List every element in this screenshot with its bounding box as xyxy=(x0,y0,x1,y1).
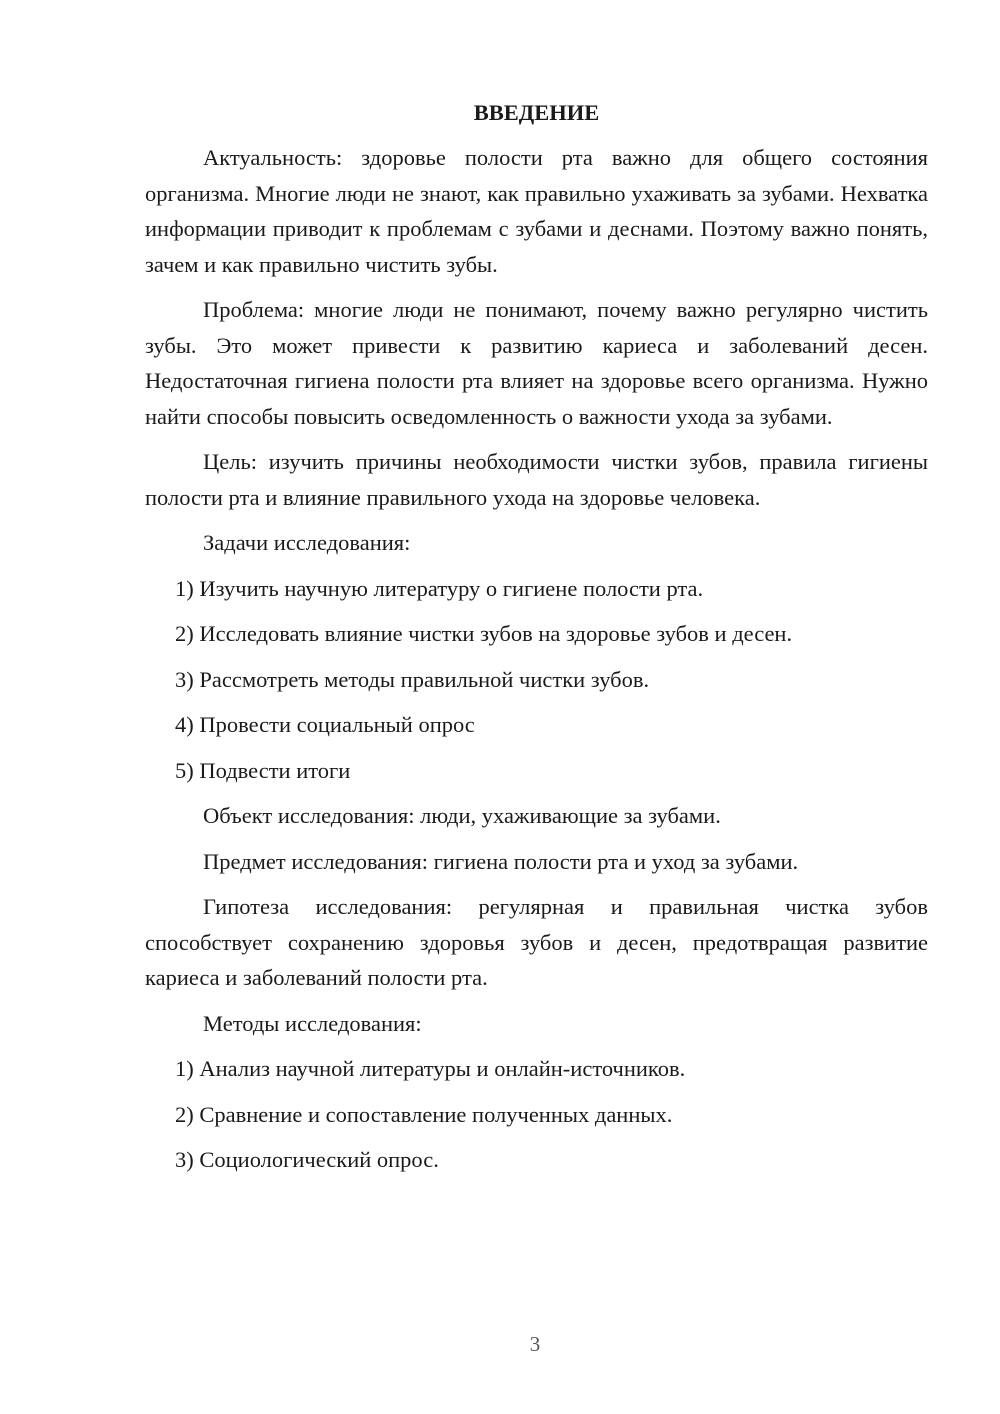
method-item: 1) Анализ научной литературы и онлайн-источников. xyxy=(175,1056,686,1081)
task-item: 2) Исследовать влияние чистки зубов на здоровье зубов и десен. xyxy=(175,621,793,646)
methods-heading: Методы исследования: xyxy=(203,1010,422,1036)
document-page xyxy=(145,95,928,1188)
task-item: 3) Рассмотреть методы правильной чистки зубов. xyxy=(175,666,650,692)
goal-paragraph: Цель: изучить причины необходимости чистки зубов, правила гигиены полости рта и влияние правильного ухода на здоровье человека. xyxy=(145,449,928,510)
research-subject: Предмет исследования: гигиена полости рта и уход за зубами. xyxy=(203,848,799,874)
task-item: 4) Провести социальный опрос xyxy=(175,712,475,737)
page-number: 3 xyxy=(529,1332,541,1356)
task-item: 5) Подвести итоги xyxy=(175,757,351,783)
method-item: 2) Сравнение и сопоставление полученных данных. xyxy=(175,1101,673,1127)
task-item: 1) Изучить научную литературу о гигиене полости рта. xyxy=(175,575,704,601)
relevance-paragraph: Актуальность: здоровье полости рта важно для общего состояния организма. Многие люди не знают, как правильно ухаживать за зубами. Нехватка информации приводит к проблемам с зубами и деснами. Поэтому важно понять, зачем и как правильно чистить зубы. xyxy=(145,145,928,277)
section-title: ВВЕДЕНИЕ xyxy=(473,100,600,125)
method-item: 3) Социологический опрос. xyxy=(175,1147,439,1172)
tasks-heading: Задачи исследования: xyxy=(203,530,411,555)
hypothesis-paragraph: Гипотеза исследования: регулярная и правильная чистка зубов способствует сохранению здоровья зубов и десен, предотвращая развитие кариеса и заболеваний полости рта. xyxy=(145,894,928,990)
research-object: Объект исследования: люди, ухаживающие за зубами. xyxy=(203,803,721,828)
problem-paragraph: Проблема: многие люди не понимают, почему важно регулярно чистить зубы. Это может привести к развитию кариеса и заболеваний десен. Недостаточная гигиена полости рта влияет на здоровье всего организма. Нужно найти способы повысить осведомленность о важности ухода за зубами. xyxy=(145,297,928,429)
